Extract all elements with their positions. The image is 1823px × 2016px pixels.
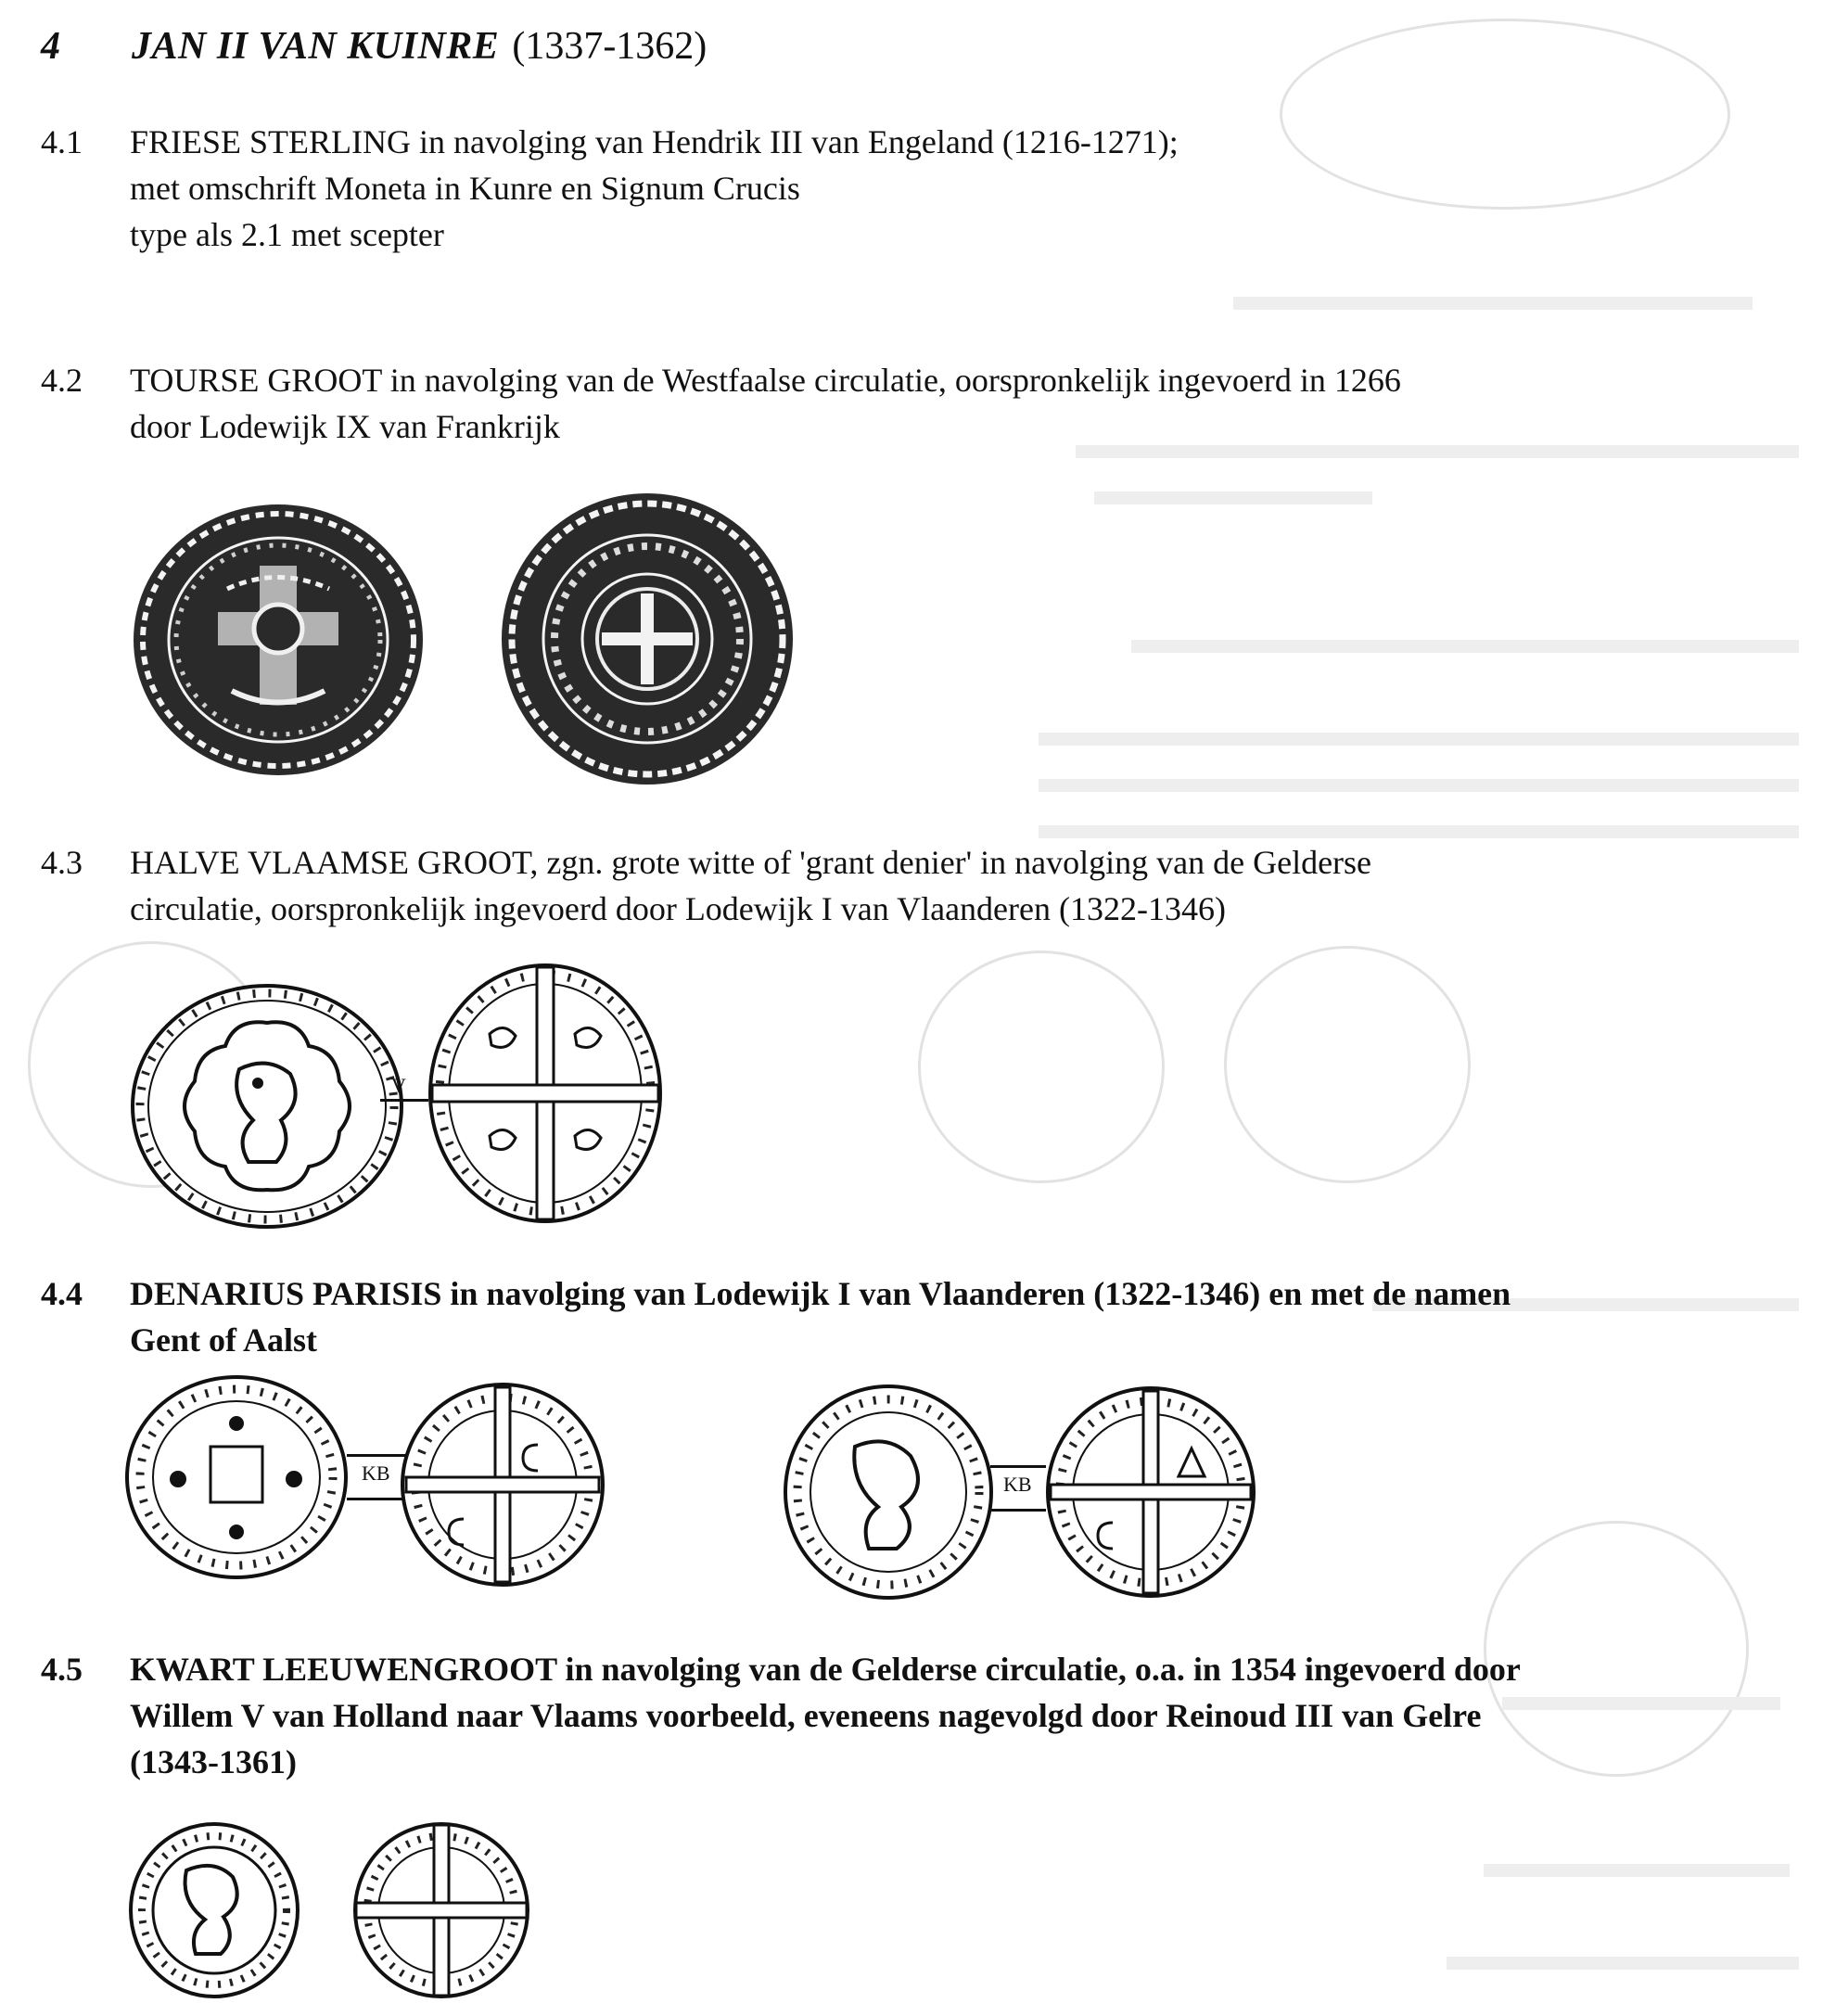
entry-text (130, 119, 1179, 258)
entry-line: met omschrift Moneta in Kunre en Signum Crucis (130, 170, 800, 207)
entry-text (130, 1270, 1511, 1363)
entry-4-3 (41, 839, 1371, 932)
section-title: JAN II VAN KUINRE (132, 25, 500, 68)
entry-line: KWART LEEUWENGROOT in navolging van de Gelderse circulatie, o.a. in 1354 ingevoerd door (130, 1651, 1521, 1688)
denarius-aalst-obverse-image (781, 1382, 996, 1602)
entry-line: Gent of Aalst (130, 1321, 317, 1359)
bleed-through-line (1039, 825, 1799, 838)
bleed-through-ring (918, 951, 1165, 1183)
kwart-leeuwengroot-reverse-image (351, 1819, 532, 2001)
bleed-through-line (1502, 1697, 1780, 1710)
entry-line: DENARIUS PARISIS in navolging van Lodewijk I van Vlaanderen (1322-1346) en met de namen (130, 1275, 1511, 1312)
plate-mark-kb: KB (362, 1461, 390, 1485)
entry-4-2 (41, 357, 1401, 450)
section-years: (1337-1362) (512, 25, 708, 68)
bleed-through-ring (1484, 1521, 1749, 1777)
entry-line: FRIESE STERLING in navolging van Hendrik III van Engeland (1216-1271); (130, 123, 1179, 160)
entry-line: Willem V van Holland naar Vlaams voorbeeld, eveneens nagevolgd door Reinoud III van Gelre (130, 1697, 1482, 1734)
denarius-aalst-reverse-image (1043, 1384, 1258, 1601)
entry-line: (1343-1361) (130, 1743, 297, 1780)
plate-mark-kb: KB (1003, 1473, 1032, 1496)
entry-text (130, 357, 1401, 450)
kwart-leeuwengroot-obverse-image (126, 1819, 302, 2001)
entry-4-4 (41, 1270, 1511, 1363)
bleed-through-line (1039, 733, 1799, 746)
bleed-through-line (1484, 1864, 1790, 1877)
bleed-through-ring (1224, 946, 1471, 1183)
entry-line: circulatie, oorspronkelijk ingevoerd door Lodewijk I van Vlaanderen (1322-1346) (130, 890, 1226, 927)
tourse-groot-reverse-image (499, 490, 796, 788)
entry-number: 4.3 (41, 844, 83, 881)
entry-number: 4.5 (41, 1651, 83, 1688)
halve-groot-reverse-image (425, 960, 666, 1227)
entry-number: 4.2 (41, 362, 83, 399)
entry-text (130, 1646, 1521, 1785)
tourse-groot-obverse-image (130, 501, 427, 779)
entry-line: TOURSE GROOT in navolging van de Westfaalse circulatie, oorspronkelijk ingevoerd in 1266 (130, 362, 1401, 399)
entry-line: door Lodewijk IX van Frankrijk (130, 408, 560, 445)
entry-line: type als 2.1 met scepter (130, 216, 444, 253)
halve-groot-obverse-image (128, 981, 406, 1231)
entry-number: 4.1 (41, 123, 83, 160)
bleed-through-line (1131, 640, 1799, 653)
bleed-through-ring (1280, 19, 1730, 210)
entry-text (130, 839, 1371, 932)
denarius-gent-reverse-image (399, 1380, 606, 1589)
plate-mark-v: V (391, 1074, 406, 1097)
denarius-gent-obverse-image (122, 1372, 351, 1582)
bleed-through-line (1233, 297, 1753, 310)
bleed-through-line (1039, 779, 1799, 792)
bleed-through-line (1094, 491, 1372, 504)
bleed-through-line (1447, 1957, 1799, 1970)
section-heading (41, 20, 707, 72)
entry-line: HALVE VLAAMSE GROOT, zgn. grote witte of 'grant denier' in navolging van de Gelderse (130, 844, 1372, 881)
entry-number: 4.4 (41, 1275, 83, 1312)
entry-4-1 (41, 119, 1179, 258)
section-number: 4 (41, 25, 60, 68)
entry-4-5 (41, 1646, 1521, 1785)
connector-line (380, 1099, 428, 1102)
